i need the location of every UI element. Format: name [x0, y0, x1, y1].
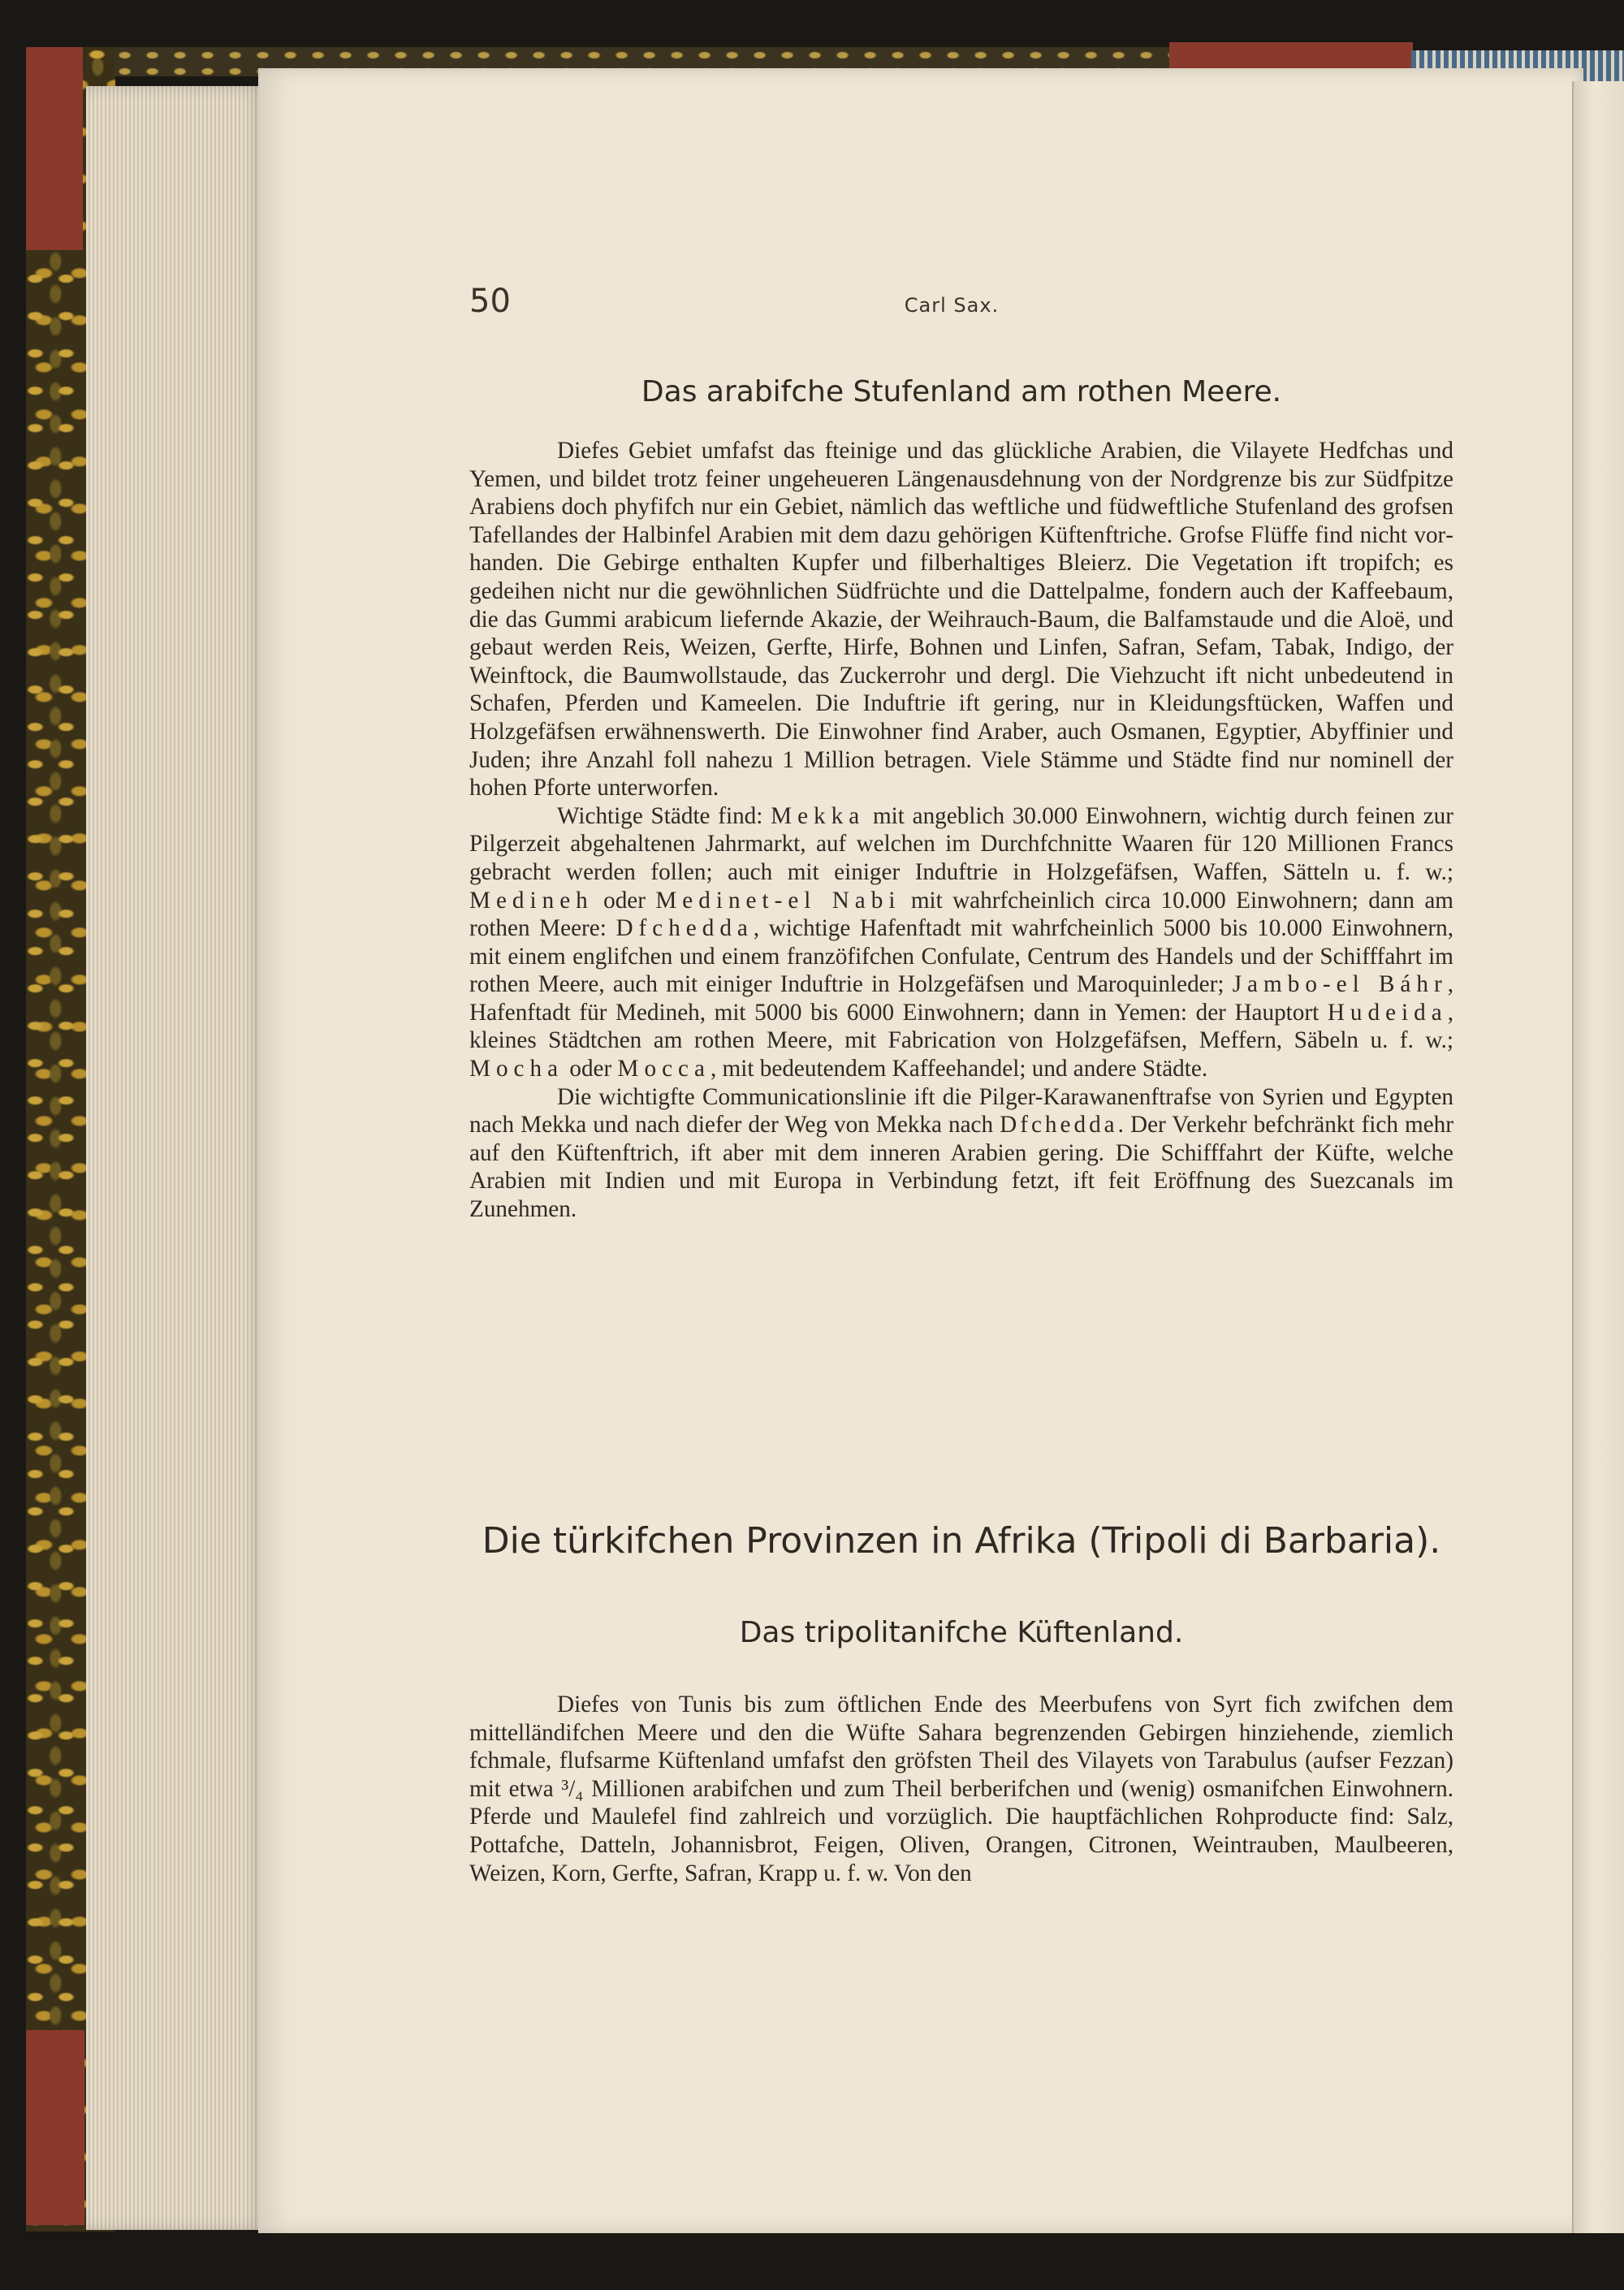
section-heading-arabia: Das arabifche Stufenland am rothen Meere.	[641, 375, 1282, 408]
paragraph: Wichtige Städte find: Mekka mit angeblich 30.000 Einwohnern, wichtig durch feinen zur Pilgerzeit abgehaltenen Jahrmarkt, auf welchen im Durchfchnitte Waaren für 120 Millionen Francs gebracht werden follen; auch mit einiger Induftrie in Holzgefäfsen, Waffen, Sätteln u. f. w.; Medineh oder Medinet-el Nabi mit wahrfcheinlich circa 10.000 Einwohnern; dann am rothen Meere: Dfchedda, wichtige Hafenftadt mit wahrfcheinlich 5000 bis 10.000 Einwohnern, mit einem englifchen und einem franzöfifchen Confulate, Centrum des Handels und der Schifffahrt im rothen Meere, auch mit einiger Induftrie in Holzgefäfsen und Maroquinleder; Jambo-el Báhr, Hafenftadt für Medineh, mit 5000 bis 6000 Einwohnern; dann in Yemen: der Hauptort Hudeida, kleines Städtchen am rothen Meere, mit Fabrication von Holzgefäfsen, Meffern, Säbeln u. f. w.; Mocha oder Mocca, mit bedeutendem Kaffeehandel; und andere Städte.	[469, 802, 1453, 1082]
section-body-arabia	[469, 437, 1453, 1224]
place-name: Mekka	[771, 802, 866, 829]
fraction: ³/₄	[561, 1775, 584, 1802]
chapter-heading-africa: Die türkifchen Provinzen in Afrika (Tripoli di Barbaria).	[482, 1520, 1441, 1562]
leather-corner-bottom	[26, 2030, 84, 2225]
page-edges	[86, 86, 265, 2230]
place-name: Mocha	[469, 1056, 564, 1082]
section-body-tripoli	[469, 1691, 1453, 1887]
place-name: Medineh	[469, 887, 594, 914]
paragraph: Diefes Gebiet umfafst das fteinige und das glückliche Arabien, die Vilayete Hedfchas und Yemen, und bildet trotz feiner ungeheueren Längenausdehnung von der Nordgrenze bis zur Südfpitze Arabiens doch phyfifch nur ein Gebiet, nämlich das weftliche und füdweftliche Stufenland des grofsen Tafellandes der Halbinfel Arabien mit dem dazu gehörigen Küftenftriche. Grofse Flüffe find nicht vorhanden. Die Gebirge enthalten Kupfer und filberhaltiges Bleierz. Die Vegetation ift tropifch; es gedeihen nicht nur die gewöhnlichen Südfrüchte und die Dattelpalme, fondern auch der Kaffeebaum, die das Gummi arabicum liefernde Akazie, der Weihrauch-Baum, die Balfamstaude und die Aloë, und gebaut werden Reis, Weizen, Gerfte, Hirfe, Bohnen und Linfen, Safran, Sefam, Tabak, Indigo, der Weinftock, die Baumwollstaude, das Zuckerrohr und dergl. Die Viehzucht ift nicht unbedeutend in Schafen, Pferden und Kameelen. Die Induftrie ift gering, nur in Kleidungsftücken, Waffen und Holzgefäfsen erwähnenswerth. Die Einwohner find Araber, auch Osmanen, Egyptier, Abyffinier und Juden; ihre Anzahl foll nahezu 1 Million betragen. Viele Stämme und Städte find nur nominell der hohen Pforte unterworfen.	[469, 438, 1453, 802]
leather-corner-top	[26, 47, 83, 250]
paragraph: Diefes von Tunis bis zum öftlichen Ende des Meerbufens von Syrt fich zwifchen dem mittelländifchen Meere und den die Wüfte Sahara begrenzenden Gebirgen hinziehende, ziemlich fchmale, flufsarme Küftenland umfafst den gröfsten Theil des Vilayets von Tarabulus (aufser Fezzan) mit etwa ³/₄ Millionen arabifchen und zum Theil berberifchen und (wenig) osmanifchen Einwohnern. Pferde und Maulefel find zahlreich und vorzüglich. Die hauptfächlichen Rohproducte find: Salz, Pottafche, Datteln, Johannisbrot, Feigen, Oliven, Orangen, Citronen, Weintrauben, Maulbeeren, Weizen, Korn, Gerfte, Safran, Krapp u. f. w. Von den	[469, 1692, 1453, 1886]
place-name: Hudeida	[1327, 999, 1448, 1026]
facing-page-edge	[1572, 81, 1624, 2233]
place-name: Medinet-el Nabi	[655, 887, 901, 914]
place-name: Jambo-el Báhr	[1232, 971, 1448, 998]
section-heading-tripoli: Das tripolitanifche Küftenland.	[739, 1616, 1184, 1649]
paragraph: Die wichtigfte Communicationslinie ift die Pilger-Karawanenftrafse von Syrien und Egypten nach Mekka und nach diefer der Weg von Mekka nach Dfchedda. Der Verkehr befchränkt fich mehr auf den Küftenftrich, ift aber mit dem inneren Arabien gering. Die Schifffahrt der Küfte, welche Arabien mit Indien und mit Europa in Verbindung fetzt, ift feit Eröffnung des Suezcanals im Zunehmen.	[469, 1083, 1453, 1223]
place-name: Mocca	[617, 1056, 710, 1082]
running-head: Carl Sax.	[904, 294, 1000, 317]
page-header	[469, 283, 1434, 323]
place-name: Dfchedda	[615, 915, 754, 942]
place-name: Dfchedda	[1000, 1112, 1118, 1139]
page-number: 50	[469, 283, 511, 320]
